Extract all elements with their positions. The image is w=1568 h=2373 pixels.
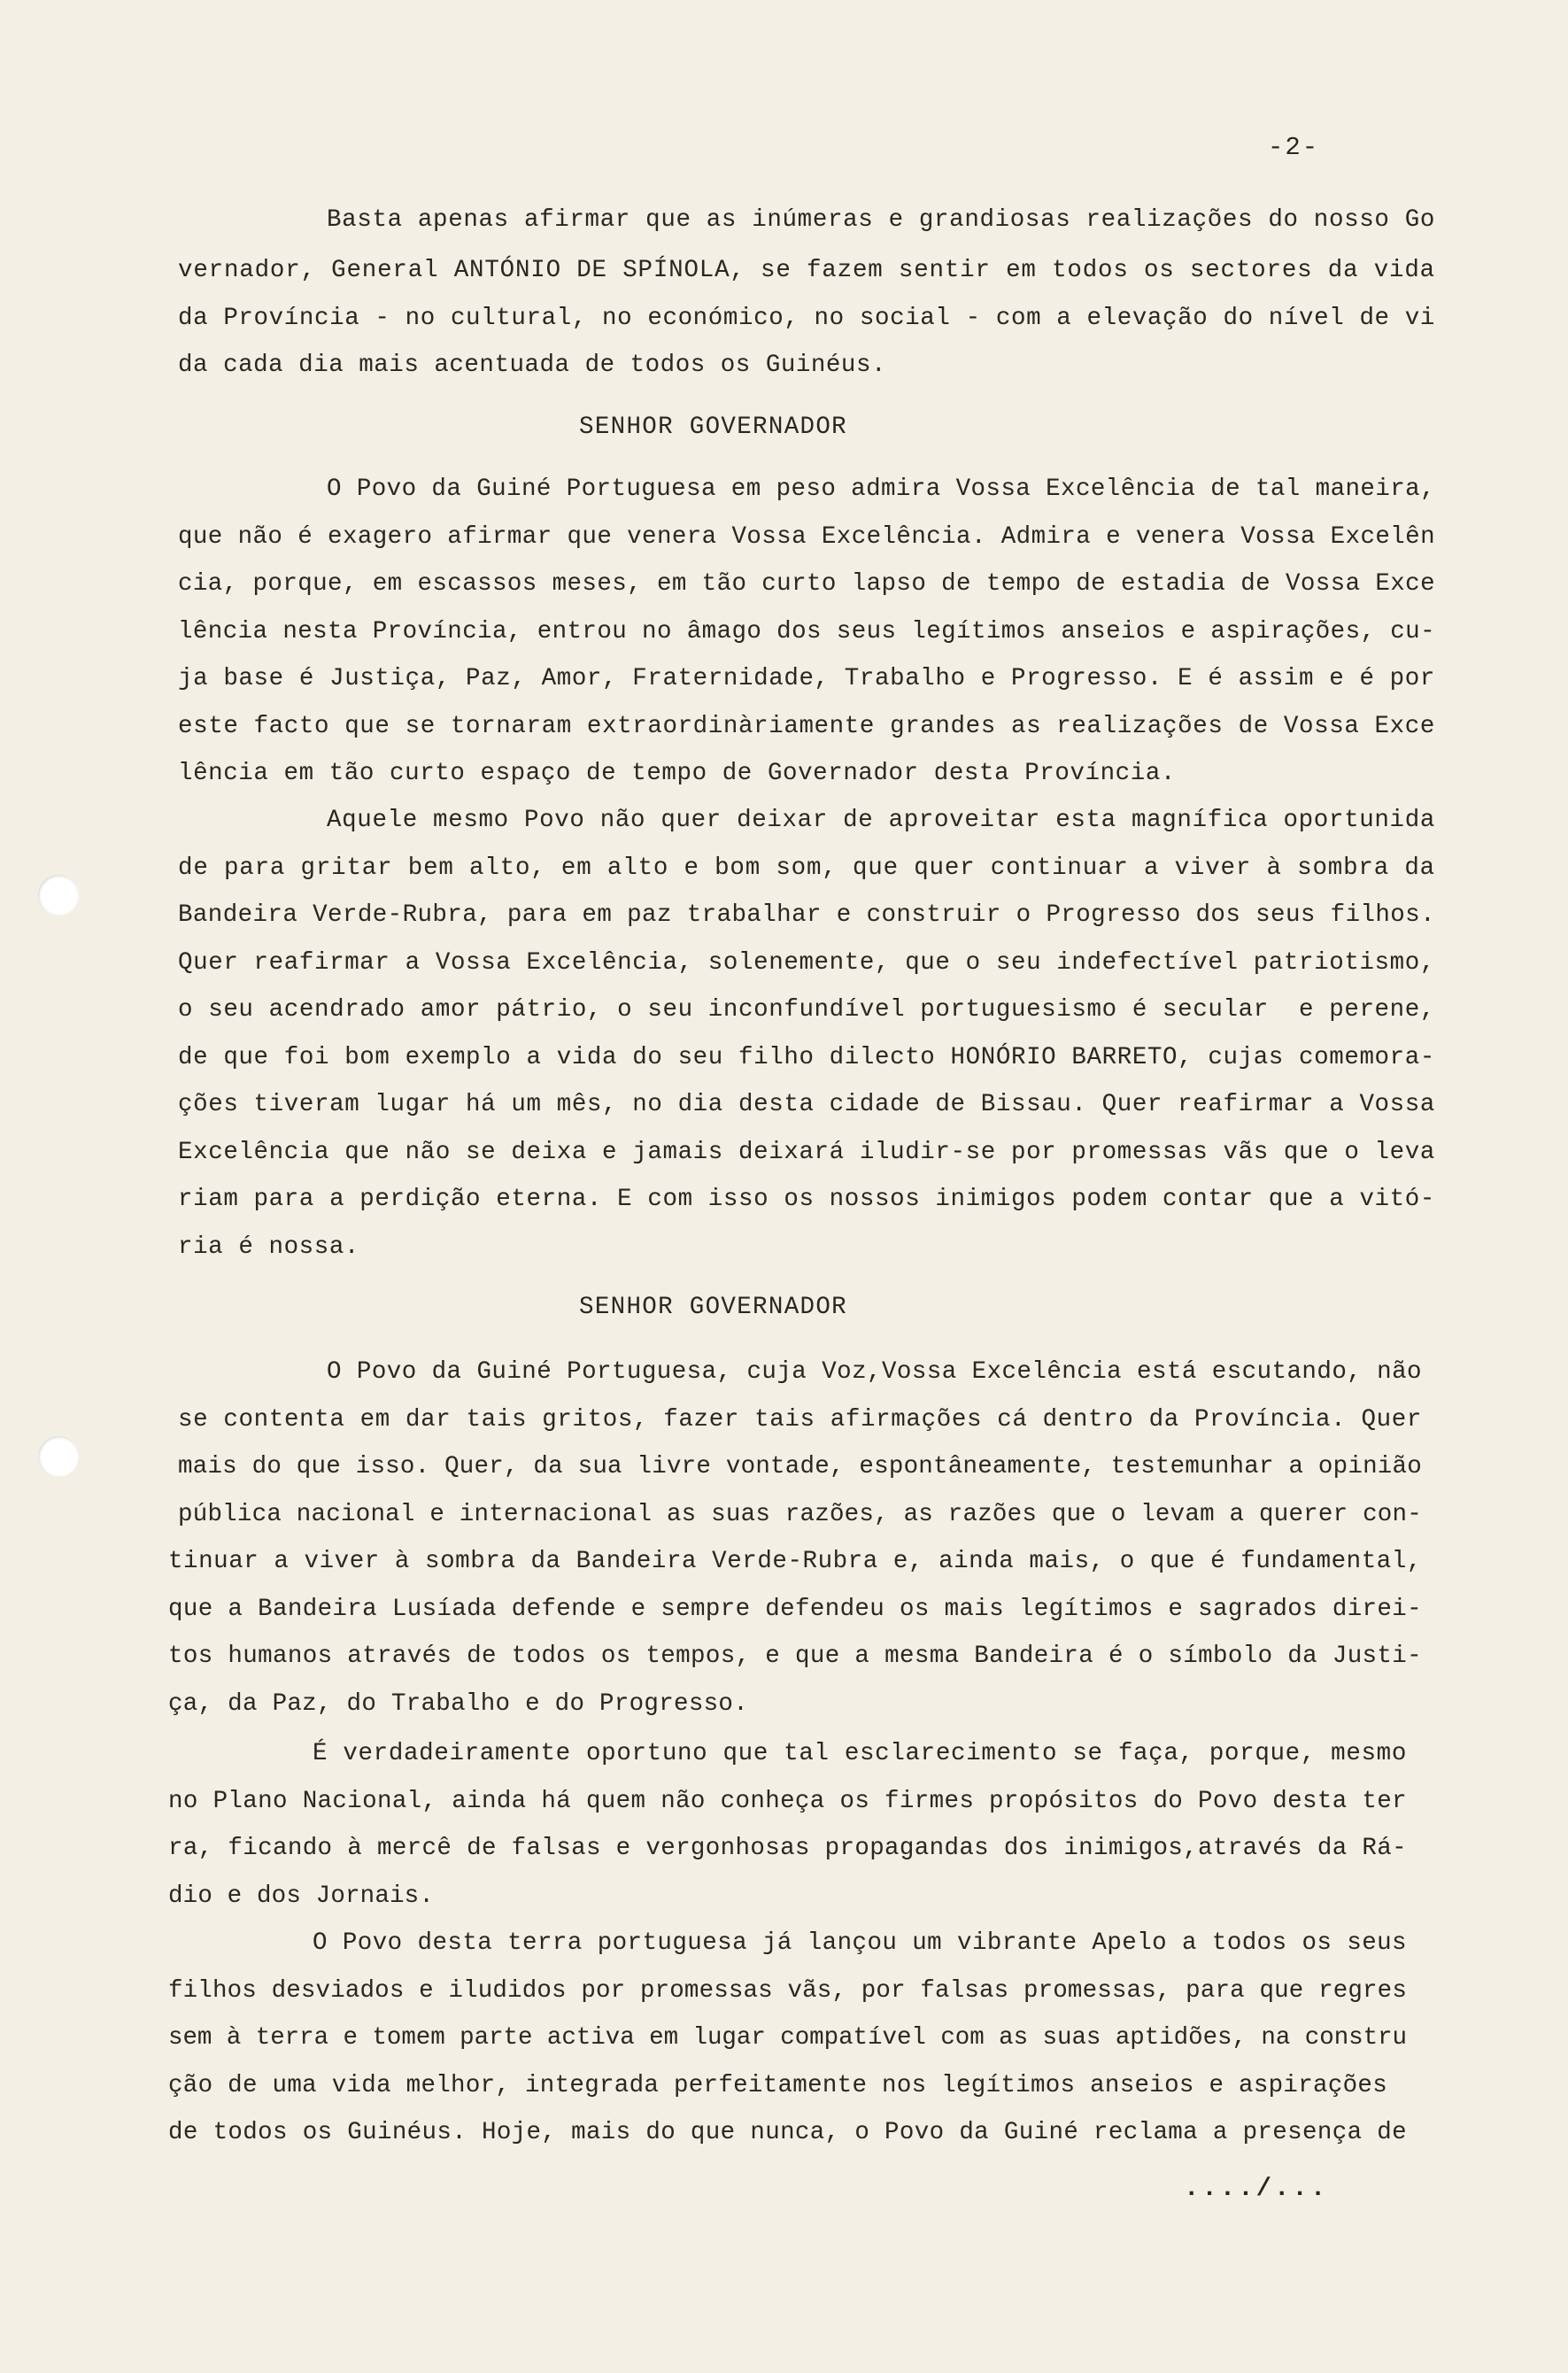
text-line: SENHOR GOVERNADOR [579, 1294, 847, 1321]
page-number: -2- [1268, 133, 1320, 162]
text-line: este facto que se tornaram extraordinàriamente grandes as realizações de Vossa Exce [178, 713, 1435, 740]
text-line: que a Bandeira Lusíada defende e sempre defendeu os mais legítimos e sagrados direi- [168, 1596, 1422, 1623]
text-line: de que foi bom exemplo a vida do seu filho dilecto HONÓRIO BARRETO, cujas comemora- [178, 1044, 1435, 1071]
text-line: no Plano Nacional, ainda há quem não conheça os firmes propósitos do Povo desta ter [168, 1788, 1407, 1815]
text-line: que não é exagero afirmar que venera Vossa Excelência. Admira e venera Vossa Excelên [178, 523, 1435, 551]
text-line: SENHOR GOVERNADOR [579, 414, 847, 441]
text-line: tos humanos através de todos os tempos, e que a mesma Bandeira é o símbolo da Justi- [168, 1643, 1422, 1670]
punch-hole-upper [38, 875, 79, 916]
text-line: O Povo da Guiné Portuguesa em peso admira Vossa Excelência de tal maneira, [327, 475, 1435, 503]
text-line: cia, porque, em escassos meses, em tão curto lapso de tempo de estadia de Vossa Exce [178, 570, 1435, 598]
text-line: ça, da Paz, do Trabalho e do Progresso. [168, 1690, 748, 1718]
text-line: filhos desviados e iludidos por promessas vãs, por falsas promessas, para que regres [168, 1977, 1407, 2005]
text-line: Bandeira Verde-Rubra, para em paz trabalhar e construir o Progresso dos seus filhos. [178, 901, 1435, 929]
text-line: O Povo desta terra portuguesa já lançou um vibrante Apelo a todos os seus [313, 1929, 1407, 1957]
text-line: vernador, General ANTÓNIO DE SPÍNOLA, se fazem sentir em todos os sectores da vida [178, 257, 1435, 284]
text-line: Basta apenas afirmar que as inúmeras e grandiosas realizações do nosso Go [327, 206, 1435, 234]
text-line: de para gritar bem alto, em alto e bom som, que quer continuar a viver à sombra da [178, 854, 1435, 882]
text-line: ja base é Justiça, Paz, Amor, Fraternidade, Trabalho e Progresso. E é assim e é por [178, 665, 1435, 692]
text-line: ções tiveram lugar há um mês, no dia desta cidade de Bissau. Quer reafirmar a Vossa [178, 1091, 1435, 1118]
text-line: Aquele mesmo Povo não quer deixar de aproveitar esta magnífica oportunida [327, 807, 1435, 834]
text-line: pública nacional e internacional as suas razões, as razões que o levam a querer con- [178, 1501, 1422, 1528]
text-line: É verdadeiramente oportuno que tal esclarecimento se faça, porque, mesmo [313, 1740, 1407, 1767]
text-line: lência nesta Província, entrou no âmago dos seus legítimos anseios e aspirações, cu- [178, 618, 1435, 645]
text-line: Quer reafirmar a Vossa Excelência, solenemente, que o seu indefectível patriotismo, [178, 949, 1435, 977]
text-line: Excelência que não se deixa e jamais deixará iludir-se por promessas vãs que o leva [178, 1139, 1435, 1166]
text-line: de todos os Guinéus. Hoje, mais do que nunca, o Povo da Guiné reclama a presença de [168, 2119, 1407, 2146]
punch-hole-lower [38, 1436, 79, 1477]
text-line: da Província - no cultural, no económico, no social - com a elevação do nível de vi [178, 305, 1435, 332]
text-line: ção de uma vida melhor, integrada perfeitamente nos legítimos anseios e aspirações [168, 2072, 1387, 2099]
continuation-mark: ..../... [1184, 2174, 1329, 2203]
text-line: dio e dos Jornais. [168, 1882, 434, 1910]
text-line: riam para a perdição eterna. E com isso os nossos inimigos podem contar que a vitó- [178, 1186, 1435, 1213]
text-line: ria é nossa. [178, 1233, 359, 1261]
text-line: O Povo da Guiné Portuguesa, cuja Voz,Vossa Excelência está escutando, não [327, 1358, 1422, 1386]
text-line: tinuar a viver à sombra da Bandeira Verde-Rubra e, ainda mais, o que é fundamental, [168, 1548, 1422, 1575]
text-line: da cada dia mais acentuada de todos os Guinéus. [178, 352, 886, 379]
text-line: mais do que isso. Quer, da sua livre vontade, espontâneamente, testemunhar a opinião [178, 1453, 1422, 1480]
text-line: sem à terra e tomem parte activa em lugar compatível com as suas aptidões, na constru [168, 2024, 1407, 2052]
text-line: ra, ficando à mercê de falsas e vergonhosas propagandas dos inimigos,através da Rá- [168, 1835, 1407, 1862]
text-line: se contenta em dar tais gritos, fazer tais afirmações cá dentro da Província. Quer [178, 1406, 1422, 1434]
text-line: lência em tão curto espaço de tempo de Governador desta Província. [178, 760, 1176, 787]
text-line: o seu acendrado amor pátrio, o seu inconfundível portuguesismo é secular e perene, [178, 996, 1435, 1024]
